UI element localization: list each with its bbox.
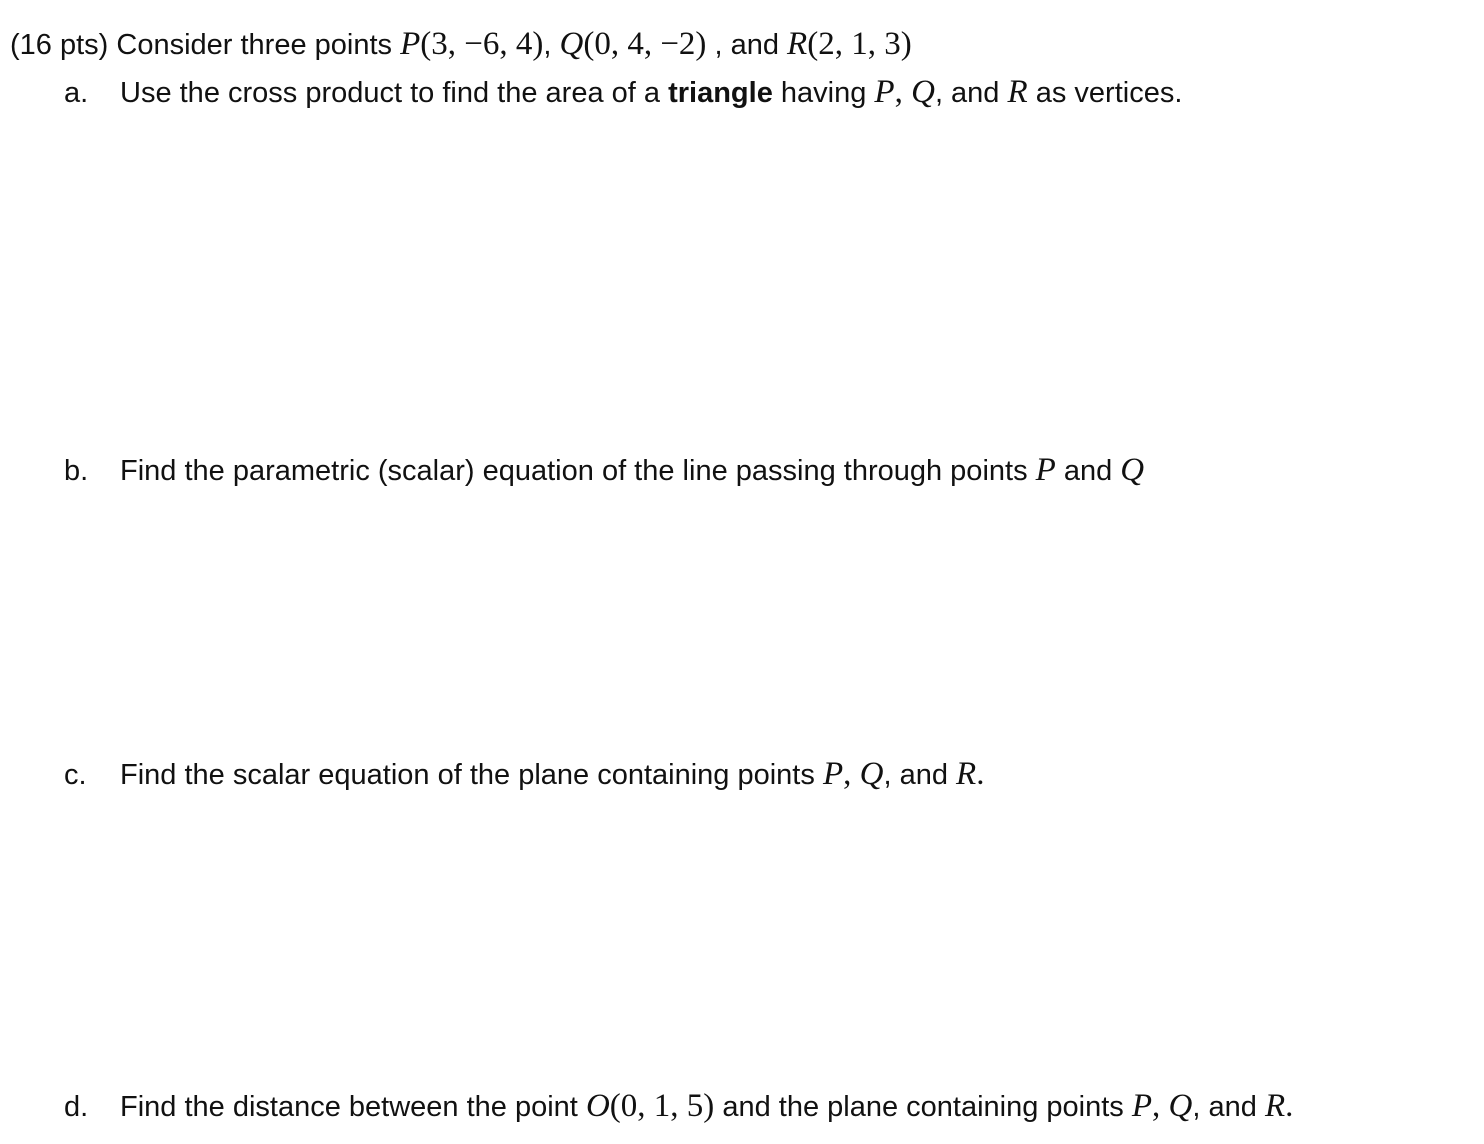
point-q-coords: (0, 4, −2) bbox=[583, 26, 707, 62]
math-variable: P bbox=[1035, 452, 1056, 488]
point-o-name: O bbox=[585, 1088, 610, 1124]
separator: , and bbox=[706, 29, 788, 61]
header-text: (16 pts) Consider three points bbox=[10, 29, 401, 61]
math-variable: R bbox=[1007, 74, 1028, 110]
part-label: a. bbox=[64, 77, 89, 109]
part-label: c. bbox=[64, 759, 87, 791]
point-p-name: P bbox=[400, 26, 421, 62]
part-label: d. bbox=[64, 1091, 89, 1123]
question-part-b bbox=[64, 450, 1144, 491]
separator: , bbox=[543, 29, 560, 61]
question-text: Find the parametric (scalar) equation of the line passing through points bbox=[120, 455, 1036, 487]
question-text: and bbox=[1055, 455, 1121, 487]
question-text: and the plane containing points bbox=[714, 1091, 1132, 1123]
part-label: b. bbox=[64, 455, 89, 487]
question-part-c bbox=[64, 754, 984, 795]
emphasis-text: triangle bbox=[668, 77, 773, 109]
question-part-a bbox=[64, 72, 1182, 113]
math-comma: , bbox=[1152, 1088, 1169, 1124]
math-variable: P bbox=[1131, 1088, 1153, 1124]
question-text: , and bbox=[1192, 1091, 1265, 1123]
math-variable: Q bbox=[1168, 1088, 1193, 1124]
question-text: Use the cross product to find the area of a bbox=[120, 77, 669, 109]
point-o-coords: (0, 1, 5) bbox=[609, 1088, 715, 1124]
question-text: as vertices. bbox=[1027, 77, 1183, 109]
math-variable: Q bbox=[911, 74, 935, 110]
question-text: , and bbox=[883, 759, 957, 791]
math-comma: , bbox=[843, 756, 860, 792]
point-q-name: Q bbox=[559, 26, 584, 62]
problem-header bbox=[10, 24, 912, 65]
math-period: . bbox=[976, 756, 985, 792]
point-r-name: R bbox=[787, 26, 808, 62]
math-variable: R bbox=[1264, 1088, 1286, 1124]
point-p-coords: (3, −6, 4) bbox=[420, 26, 544, 62]
question-text: having bbox=[772, 77, 875, 109]
question-text: Find the scalar equation of the plane containing points bbox=[120, 759, 823, 791]
math-comma: , bbox=[894, 74, 912, 110]
question-part-d bbox=[64, 1086, 1293, 1127]
math-variable: P bbox=[874, 74, 895, 110]
question-text: Find the distance between the point bbox=[120, 1091, 586, 1123]
question-text: , and bbox=[934, 77, 1008, 109]
math-variable: Q bbox=[859, 756, 884, 792]
math-variable: P bbox=[822, 756, 844, 792]
math-variable: R bbox=[956, 756, 977, 792]
point-r-coords: (2, 1, 3) bbox=[807, 26, 912, 62]
math-period: . bbox=[1285, 1088, 1294, 1124]
math-variable: Q bbox=[1120, 452, 1145, 488]
